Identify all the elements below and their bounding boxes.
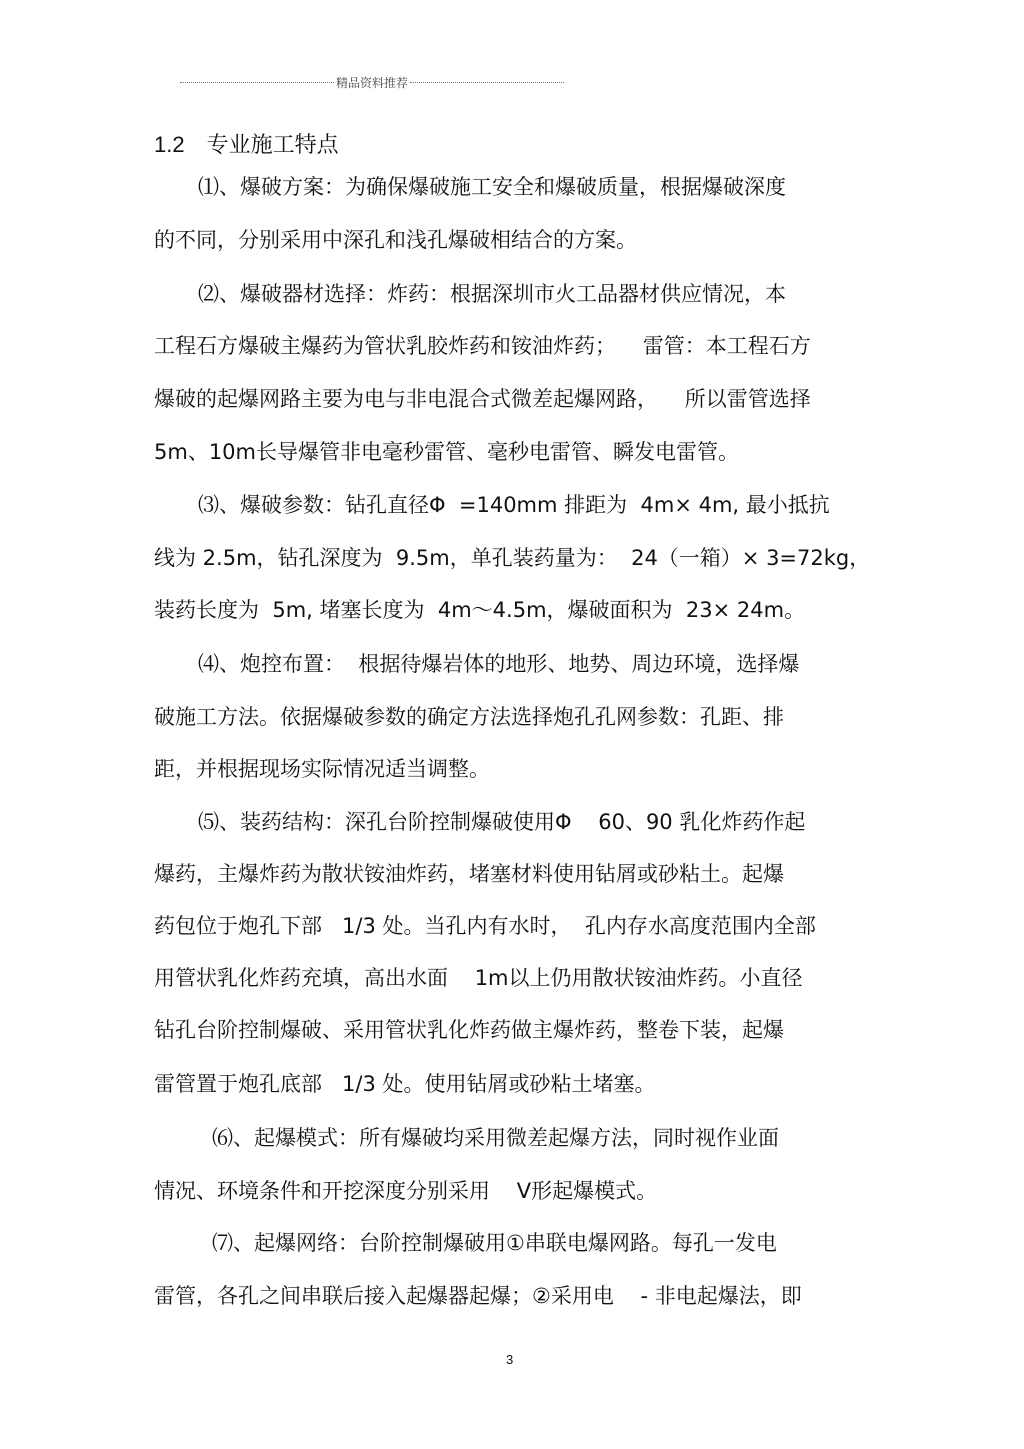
- body-line: ⑹、起爆模式：所有爆破均采用微差起爆方法，同时视作业面: [212, 1126, 779, 1150]
- body-line: 爆药，主爆炸药为散状铵油炸药，堵塞材料使用钻屑或砂粘土。起爆: [154, 862, 784, 886]
- body-line: 钻孔台阶控制爆破、采用管状乳化炸药做主爆炸药，整卷下装，起爆: [154, 1018, 784, 1042]
- body-line: ⑴、爆破方案：为确保爆破施工安全和爆破质量，根据爆破深度: [198, 175, 786, 199]
- section-title: 专业施工特点: [206, 133, 339, 158]
- body-line: 线为 2.5m，钻孔深度为 9.5m，单孔装药量为： 24（一箱）× 3=72kg，: [154, 546, 871, 570]
- body-line: ⑶、爆破参数：钻孔直径Φ =140mm 排距为 4m× 4m, 最小抵抗: [198, 493, 830, 517]
- body-line: 装药长度为 5m, 堵塞长度为 4m～4.5m，爆破面积为 23× 24m。: [154, 598, 806, 622]
- section-heading: [154, 128, 339, 159]
- header-rule-right: [410, 82, 564, 83]
- body-line: 破施工方法。依据爆破参数的确定方法选择炮孔孔网参数：孔距、排: [154, 705, 784, 729]
- body-line: 5m、10m长导爆管非电毫秒雷管、毫秒电雷管、瞬发电雷管。: [154, 440, 739, 464]
- body-line: ⑺、起爆网络：台阶控制爆破用①串联电爆网路。每孔一发电: [212, 1231, 777, 1255]
- body-line: 药包位于炮孔下部 1/3 处。当孔内有水时， 孔内存水高度范围内全部: [154, 914, 816, 938]
- body-line: 雷管置于炮孔底部 1/3 处。使用钻屑或砂粘土堵塞。: [154, 1072, 656, 1096]
- body-line: 情况、环境条件和开挖深度分别采用 V形起爆模式。: [154, 1179, 658, 1203]
- body-line: 距，并根据现场实际情况适当调整。: [154, 757, 490, 781]
- body-line: 雷管，各孔之间串联后接入起爆器起爆；②采用电 - 非电起爆法，即: [154, 1284, 802, 1308]
- body-line: ⑷、炮控布置： 根据待爆岩体的地形、地势、周边环境，选择爆: [198, 652, 800, 676]
- body-line: ⑵、爆破器材选择：炸药：根据深圳市火工品器材供应情况，本: [198, 282, 786, 306]
- section-number: 1.2: [154, 132, 185, 157]
- page-header: [180, 74, 564, 90]
- body-line: 工程石方爆破主爆药为管状乳胶炸药和铵油炸药； 雷管：本工程石方: [154, 334, 811, 358]
- header-text: 精品资料推荐: [336, 75, 409, 90]
- header-rule-left: [180, 82, 334, 83]
- body-line: ⑸、装药结构：深孔台阶控制爆破使用Φ 60、90 乳化炸药作起: [198, 810, 806, 834]
- body-line: 爆破的起爆网路主要为电与非电混合式微差起爆网路， 所以雷管选择: [154, 387, 811, 411]
- page-number: 3: [506, 1352, 514, 1367]
- body-line: 的不同，分别采用中深孔和浅孔爆破相结合的方案。: [154, 228, 637, 252]
- body-line: 用管状乳化炸药充填，高出水面 1m以上仍用散状铵油炸药。小直径: [154, 966, 803, 990]
